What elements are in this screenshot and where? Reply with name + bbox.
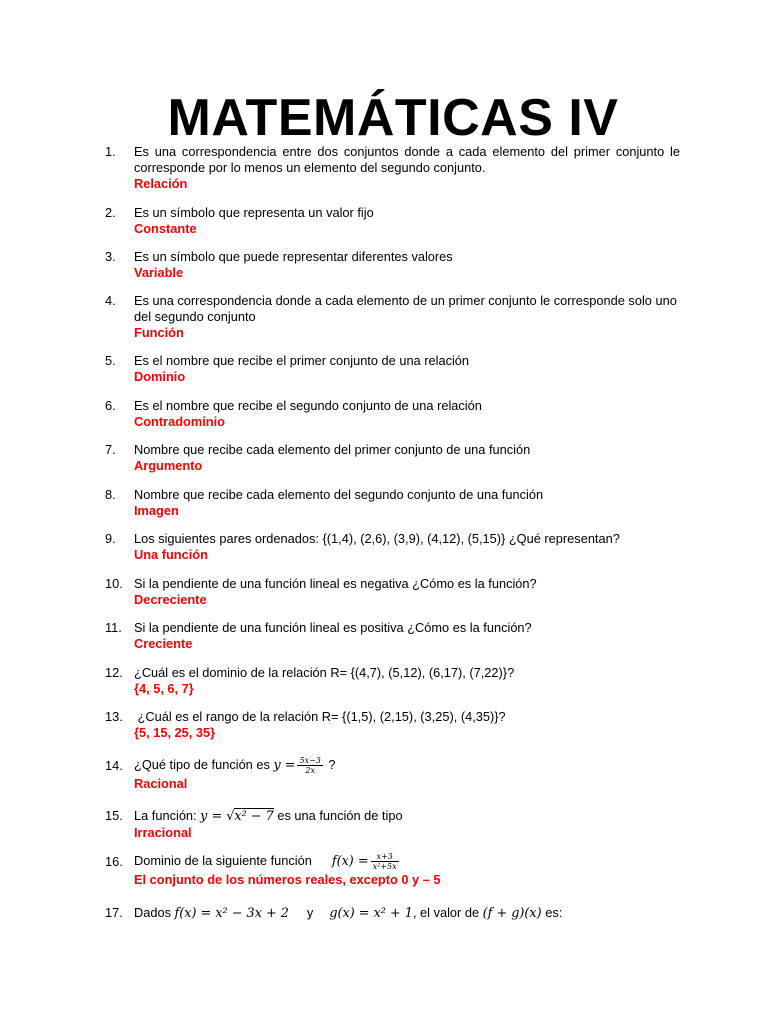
fraction: $\frac{5x-3}{2x}$: [299, 756, 321, 775]
fraction: $\frac{x+3}{\text{x²+5x}}$: [372, 852, 397, 871]
question-number: 16.: [105, 854, 123, 869]
question-number: 4.: [105, 293, 116, 308]
answer: Una función: [134, 547, 208, 562]
function-g: g(x) = x² + 1: [329, 906, 413, 921]
answer: Argumento: [134, 458, 203, 473]
question-text: Si la pendiente de una función lineal es positiva ¿Cómo es la función? Creciente: [134, 620, 680, 652]
answer: Decreciente: [134, 592, 207, 607]
question-number: 2.: [105, 205, 116, 220]
answer: Dominio: [134, 369, 186, 384]
function-f: f(x) = x² − 3x + 2: [174, 906, 289, 921]
question-number: 17.: [105, 905, 123, 920]
question-number: 3.: [105, 249, 116, 264]
answer: Contradominio: [134, 414, 225, 429]
question-number: 10.: [105, 576, 123, 591]
question-text: Es una correspondencia entre dos conjuntos donde a cada elemento del primer conjunto le corresponde por lo menos un elemento del segundo conjunto. Relación: [134, 144, 680, 191]
question-number: 1.: [105, 144, 116, 159]
answer: Racional: [134, 776, 188, 791]
question-text: Es una correspondencia donde a cada elemento de un primer conjunto le corresponde solo uno del segundo conjunto Función: [134, 293, 684, 341]
question-number: 13.: [105, 709, 123, 724]
answer: Variable: [134, 265, 184, 280]
answer: {4, 5, 6, 7}: [134, 681, 194, 696]
answer: Irracional: [134, 825, 192, 840]
question-text: Los siguientes pares ordenados: {(1,4), (2,6), (3,9), (4,12), (5,15)} ¿Qué representan? Una función: [134, 531, 694, 563]
answer: El conjunto de los números reales, excepto 0 y – 5: [134, 872, 441, 887]
answer: {5, 15, 25, 35}: [134, 725, 216, 740]
question-text: ¿Cuál es el rango de la relación R= {(1,5), (2,15), (3,25), (4,35)}? {5, 15, 25, 35}: [134, 709, 680, 741]
question-text: La función: y = √x² − 7 es una función de tipo Irracional: [134, 808, 680, 841]
answer: Función: [134, 325, 184, 340]
sqrt-symbol: √: [226, 809, 235, 824]
radicand: x² − 7: [234, 809, 274, 824]
question-text: Si la pendiente de una función lineal es negativa ¿Cómo es la función? Decreciente: [134, 576, 680, 608]
question-text: ¿Cuál es el dominio de la relación R= {(4,7), (5,12), (6,17), (7,22)}? {4, 5, 6, 7}: [134, 665, 680, 697]
question-text: Es un símbolo que representa un valor fijo Constante: [134, 205, 680, 237]
question-text: Es un símbolo que puede representar diferentes valores Variable: [134, 249, 680, 281]
question-text: Dados f(x) = x² − 3x + 2 y g(x) = x² + 1, el valor de (f + g)(x) es:: [134, 905, 563, 921]
question-number: 14.: [105, 758, 123, 773]
equation-lhs: y =: [200, 809, 227, 824]
question-number: 11.: [105, 620, 122, 635]
question-number: 8.: [105, 487, 116, 502]
equation-lhs: f(x) =: [331, 853, 369, 869]
question-number: 15.: [105, 808, 123, 823]
page-title: MATEMÁTICAS IV: [167, 89, 619, 147]
function-sum: (f + g)(x): [482, 906, 542, 921]
question-text: Es el nombre que recibe el segundo conjunto de una relación Contradominio: [134, 398, 680, 430]
question-text: Nombre que recibe cada elemento del segundo conjunto de una función Imagen: [134, 487, 680, 519]
question-text: ¿Qué tipo de función es y = $\frac{5x-3}{2x}$ ? Racional: [134, 756, 680, 792]
answer: Creciente: [134, 636, 193, 651]
question-number: 9.: [105, 531, 116, 546]
question-number: 12.: [105, 665, 123, 680]
question-text: Es el nombre que recibe el primer conjunto de una relación Dominio: [134, 353, 680, 385]
question-number: 6.: [105, 398, 116, 413]
question-text: Nombre que recibe cada elemento del primer conjunto de una función Argumento: [134, 442, 680, 474]
equation-lhs: y =: [273, 757, 296, 773]
answer: Imagen: [134, 503, 179, 518]
question-number: 7.: [105, 442, 116, 457]
question-number: 5.: [105, 353, 116, 368]
answer: Constante: [134, 221, 197, 236]
question-text: Dominio de la siguiente función f(x) = $\frac{x+3}{\text{x²+5x}}$ El conjunto de los números reales, excepto 0 y – 5: [134, 852, 734, 888]
answer: Relación: [134, 176, 188, 191]
